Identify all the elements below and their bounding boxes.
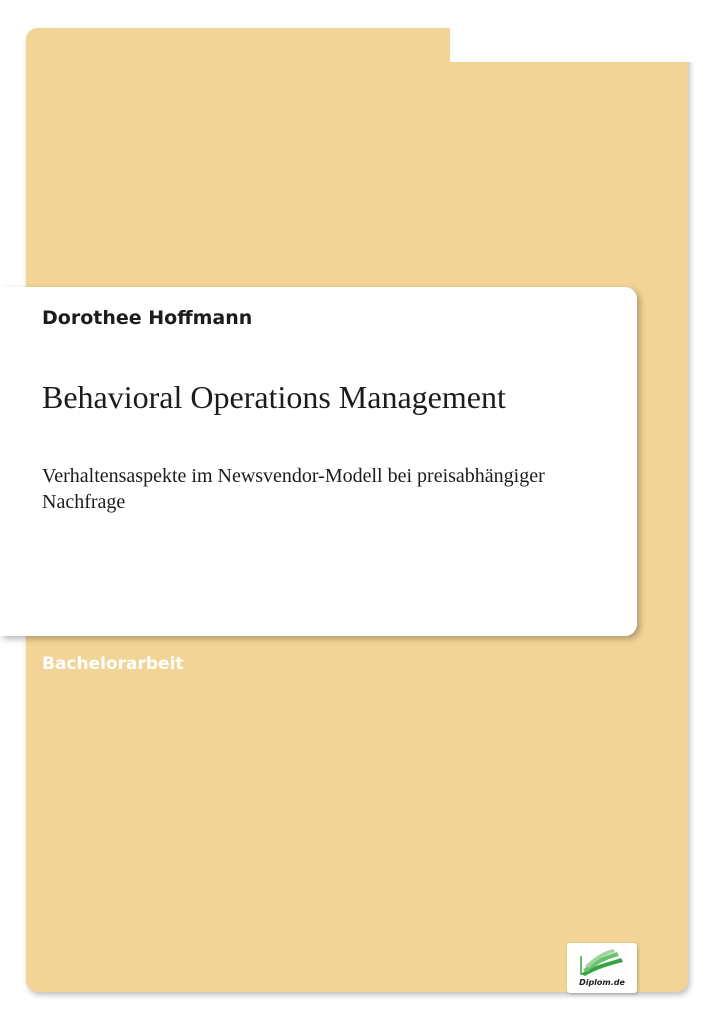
title-panel [0, 287, 637, 636]
author-name: Dorothee Hoffmann [42, 307, 253, 329]
book-title: Behavioral Operations Management [42, 379, 506, 415]
book-subtitle: Verhaltensaspekte im Newsvendor-Modell bei preisabhängiger Nachfrage [42, 465, 545, 513]
publisher-logo [567, 943, 637, 993]
cover-tab-notch [450, 22, 700, 62]
document-type: Bachelorarbeit [42, 654, 184, 674]
book-pages-icon [577, 948, 627, 978]
publisher-logo-text: Diplom.de [579, 978, 625, 987]
